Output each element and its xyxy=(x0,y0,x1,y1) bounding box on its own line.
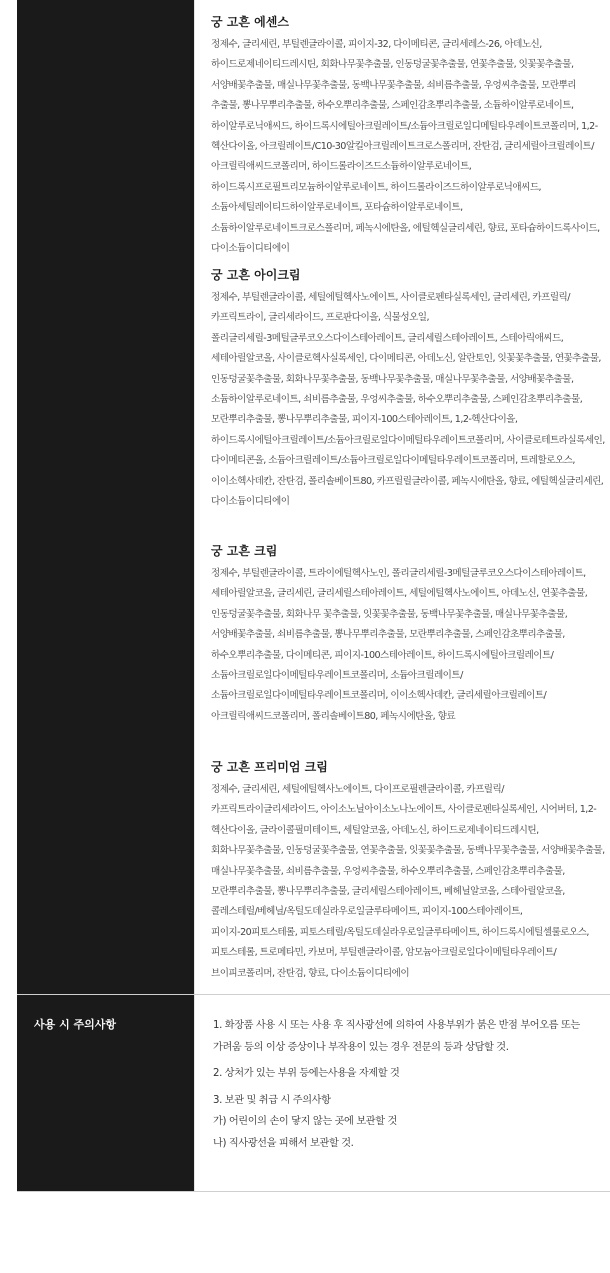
ingredients-label-cell xyxy=(17,0,194,994)
product-title: 궁 고흔 에센스 xyxy=(211,15,289,29)
product-title: 궁 고흔 프리미엄 크림 xyxy=(211,760,328,774)
caution-content-cell xyxy=(194,995,610,1191)
ingredient-section-essence xyxy=(211,13,606,266)
ingredient-list: 정제수, 글리세린, 부틸렌글라이콜, 피이지-32, 다이메티콘, 글리세레스-26, 아데노신, 하이드로제네이티드레시틴, 회화나무꽃추출물, 인동덩굴꽃추출물, 연꽃추출물, 잇꽃꽃추출물, 서양배꽃추출물, 매실나무꽃추출물, 동백나무꽃추출물, 쇠비름추출물, 우엉씨추출물, 모란뿌리 추출물, 뽕나무뿌리추출물, 하수오뿌리추출물, 스페인감초뿌리추출물, 소듐하이알루로네이트, 하이알루로닉애씨드, 하이드록시에틸아크릴레이트/소듐아크릴로일디메틸타우레이트코폴리머, 1,2-헥산다이올, 아크릴레이트/C10-30알킬아크릴레이트크로스폴리머, 잔탄검, 글리세릴아크릴레이트/아크릴릭애씨드코폴리머, 하이드롤라이즈드소듐하이알루로네이트, 하이드록시프로필트리모늄하이알루로네이트, 하이드롤라이즈드하이알루로닉애씨드, 소듐아세틸레이티드하이알루로네이트, 포타슘하이알루로네이트, 소듐하이알루로네이트크로스폴리머, 페녹시에탄올, 에틸헥실글리세린, 향료, 포타슘하이드록사이드, 다이소듐이디티에이 xyxy=(211,39,600,255)
caution-label: 사용 시 주의사항 xyxy=(17,995,194,1191)
ingredients-content-cell xyxy=(194,0,610,994)
ingredient-section-premium-cream xyxy=(211,758,606,984)
caution-item: 1. 화장품 사용 시 또는 사용 후 직사광선에 의하여 사용부위가 붉은 반점 부어오름 또는 가려움 등의 이상 증상이나 부작용이 있는 경우 전문의 등과 상담할 것. xyxy=(213,1020,580,1053)
product-info-table xyxy=(17,0,610,1192)
product-title: 궁 고흔 크림 xyxy=(211,544,278,558)
product-title: 궁 고흔 아이크림 xyxy=(211,268,301,282)
ingredient-list: 정제수, 부틸렌글라이콜, 트라이에틸헥사노인, 폴리글리세릴-3메틸글루코오스다이스테아레이트, 세테아릴알코올, 글리세린, 글리세릴스테아레이트, 세틸에틸헥사노에이트, 아데노신, 연꽃추출물, 인동덩굴꽃추출물, 회화나무 꽃추출물, 잇꽃꽃추출물, 동백나무꽃추출물, 매실나무꽃추출물, 서양배꽃추출물, 쇠비름추출물, 뽕나무뿌리추출물, 모란뿌리추출물, 스페인감초뿌리추출물, 하수오뿌리추출물, 다이메티콘, 피이지-100스테아레이트, 하이드록시에틸아크릴레이트/소듐아크릴로일다이메틸타우레이트코폴리머, 소듐아크릴레이트/소듐아크릴로일다이메틸타우레이트코폴리머, 이이소헥사데칸, 글리세릴아크릴레이트/아크릴릭애씨드코폴리머, 폴리솔베이트80, 페녹시에탄올, 향료 xyxy=(211,568,588,722)
ingredient-list: 정제수, 부틸렌글라이콜, 세틸에틸헥사노에이트, 사이클로펜타실록세인, 글리세린, 카프릴릭/카프릭트라이, 글리세라이드, 프로판다이올, 식물성오일, 폴리글리세릴-3메틸글루코오스다이스테아레이트, 글리세릴스테아레이트, 스테아릭애씨드, 세테아릴알코올, 사이클로헥사실록세인, 다이메티콘, 아데노신, 알란토인, 잇꽃꽃추출물, 연꽃추출물, 인동덩굴꽃추출물, 회화나무꽃추출물, 동백나무꽃추출물, 매실나무꽃추출물, 서양배꽃추출물, 소듐하이알루로네이트, 쇠비름추출물, 우엉씨추출물, 하수오뿌리추출물, 스페인감초뿌리추출물, 모란뿌리추출물, 뽕나무뿌리추출물, 피이지-100스테아레이트, 1,2-헥산다이올, 하이드록시에틸아크릴레이트/소듐아크릴로일다이메틸타우레이트코폴리머, 사이클로테트라실록세인, 다이메티콘올, 소듐아크릴레이트/소듐아크릴로일다이메틸타우레이트코폴리머, 트레할로오스, 이이소헥사데칸, 잔탄검, 폴리솔베이트80, 카프릴릴글라이콜, 페녹시에탄올, 향료, 에틸헥실글리세린, 다이소듐이디티에이 xyxy=(211,292,605,508)
caution-item: 2. 상처가 있는 부위 등에는사용을 자제할 것 xyxy=(213,1068,400,1079)
ingredient-section-eye-cream xyxy=(211,266,606,542)
ingredient-list: 정제수, 글리세린, 세틸에틸헥사노에이트, 다이프로필렌글라이콜, 카프릴릭/카프릭트라이글리세라이드, 아이소노닐아이소노나노에이트, 사이클로펜타실록세인, 시어버터, 1,2-헥산다이올, 글라이콜필미테이트, 세틸알코올, 아데노신, 하이드로제네이티드레시틴, 회화나무꽃추출물, 인동덩굴꽃추출물, 연꽃추출물, 잇꽃꽃추출물, 동백나무꽃추출물, 서양배꽃추출물, 매실나무꽃추출물, 쇠비름추출물, 우엉씨추출물, 하수오뿌리추출물, 스페인감초뿌리추출물,모란뿌리추출물, 뽕나무뿌리추출물, 글리세릴스테아레이트, 베헤닐알코올, 스테아릴알코올, 콜레스테릴/베헤닐/옥틸도데실라우로일글루타메이트, 피이지-100스테아레이트, 피이지-20피토스테롤, 피토스테릴/옥틸도데실라우로일글루타메이트, 하이드록시에틸셀룰로오스, 피토스테롤, 트로메타민, 카보머, 부틸렌글라이콜, 암모늄아크릴로일다이메틸타우레이트/브이피코폴리머, 잔탄검, 향료, 다이소듐이디티에이 xyxy=(211,784,605,979)
caution-row xyxy=(17,995,610,1192)
caution-item: 가) 어린이의 손이 닿지 않는 곳에 보관할 것 xyxy=(213,1116,397,1127)
ingredient-section-cream xyxy=(211,542,606,758)
caution-item: 3. 보관 및 취급 시 주의사항 xyxy=(213,1094,331,1106)
caution-item: 나) 직사광선을 피해서 보관할 것. xyxy=(213,1137,354,1149)
ingredients-row xyxy=(17,0,610,995)
